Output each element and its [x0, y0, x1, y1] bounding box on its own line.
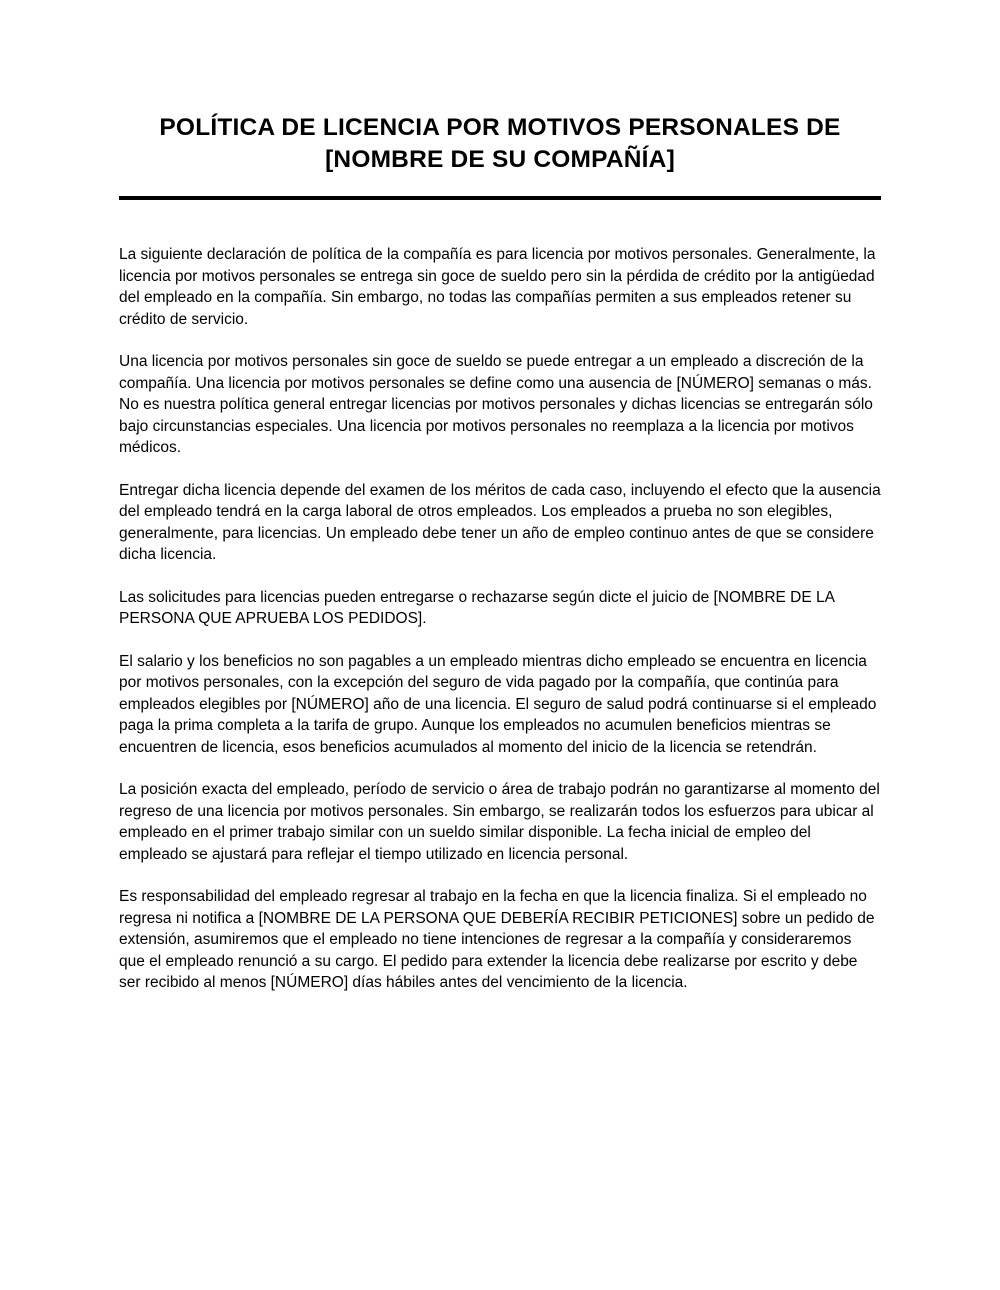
paragraph-return-responsibility: Es responsabilidad del empleado regresar al trabajo en la fecha en que la licencia finaliza. Si el empleado no regresa ni notifica a [NOMBRE DE LA PERSONA QUE DEBERÍA RECIBIR PETICIONES] sobre un pedido de extensión, asumiremos que el empleado no tiene intenciones de regresar a la compañía y consideraremos que el empleado renunció a su cargo. El pedido para extender la licencia debe realizarse por escrito y debe ser recibido al menos [NÚMERO] días hábiles antes del vencimiento de la licencia. — [119, 888, 875, 991]
paragraph-salary-benefits: El salario y los beneficios no son pagables a un empleado mientras dicho empleado se encuentra en licencia por motivos personales, con la excepción del seguro de vida pagado por la compañía, que continúa para empleados elegibles por [NÚMERO] año de una licencia. El seguro de salud podrá continuarse si el empleado paga la prima completa a la tarifa de grupo. Aunque los empleados no acumulen beneficios mientras se encuentren de licencia, esos beneficios acumulados al momento del inicio de la licencia se retendrán. — [119, 652, 877, 756]
paragraph-position-guarantee: La posición exacta del empleado, período de servicio o área de trabajo podrán no garantizarse al momento del regreso de una licencia por motivos personales. Sin embargo, se realizarán todos los esfuerzos para ubicar al empleado en el primer trabajo similar con un sueldo similar disponible. La fecha inicial de empleo del empleado se ajustará para reflejar el tiempo utilizado en licencia personal. — [119, 781, 880, 863]
document-title — [119, 112, 881, 176]
title-divider — [119, 196, 881, 200]
document-body — [119, 244, 881, 994]
paragraph-intro: La siguiente declaración de política de la compañía es para licencia por motivos personales. Generalmente, la licencia por motivos personales se entrega sin goce de sueldo pero sin la pérdida de crédito por la antigüedad del empleado en la compañía. Sin embargo, no todas las compañías permiten a sus empleados retener su crédito de servicio. — [119, 246, 876, 328]
paragraph-definition: Una licencia por motivos personales sin goce de sueldo se puede entregar a un empleado a discreción de la compañía. Una licencia por motivos personales se define como una ausencia de [NÚMERO] semanas o más. No es nuestra política general entregar licencias por motivos personales y dichas licencias se entregarán sólo bajo circunstancias especiales. Una licencia por motivos personales no reemplaza a la licencia por motivos médicos. — [119, 353, 873, 456]
paragraph-eligibility: Entregar dicha licencia depende del examen de los méritos de cada caso, incluyendo el efecto que la ausencia del empleado tendrá en la carga laboral de otros empleados. Los empleados a prueba no son elegibles, generalmente, para licencias. Un empleado debe tener un año de empleo continuo antes de que se considere dicha licencia. — [119, 481, 881, 563]
document-title-line-2: [NOMBRE DE SU COMPAÑÍA] — [325, 146, 675, 173]
document-title-line-1: POLÍTICA DE LICENCIA POR MOTIVOS PERSONALES DE — [159, 114, 841, 141]
paragraph-approval: Las solicitudes para licencias pueden entregarse o rechazarse según dicte el juicio de [NOMBRE DE LA PERSONA QUE APRUEBA LOS PEDIDOS]. — [119, 588, 835, 627]
